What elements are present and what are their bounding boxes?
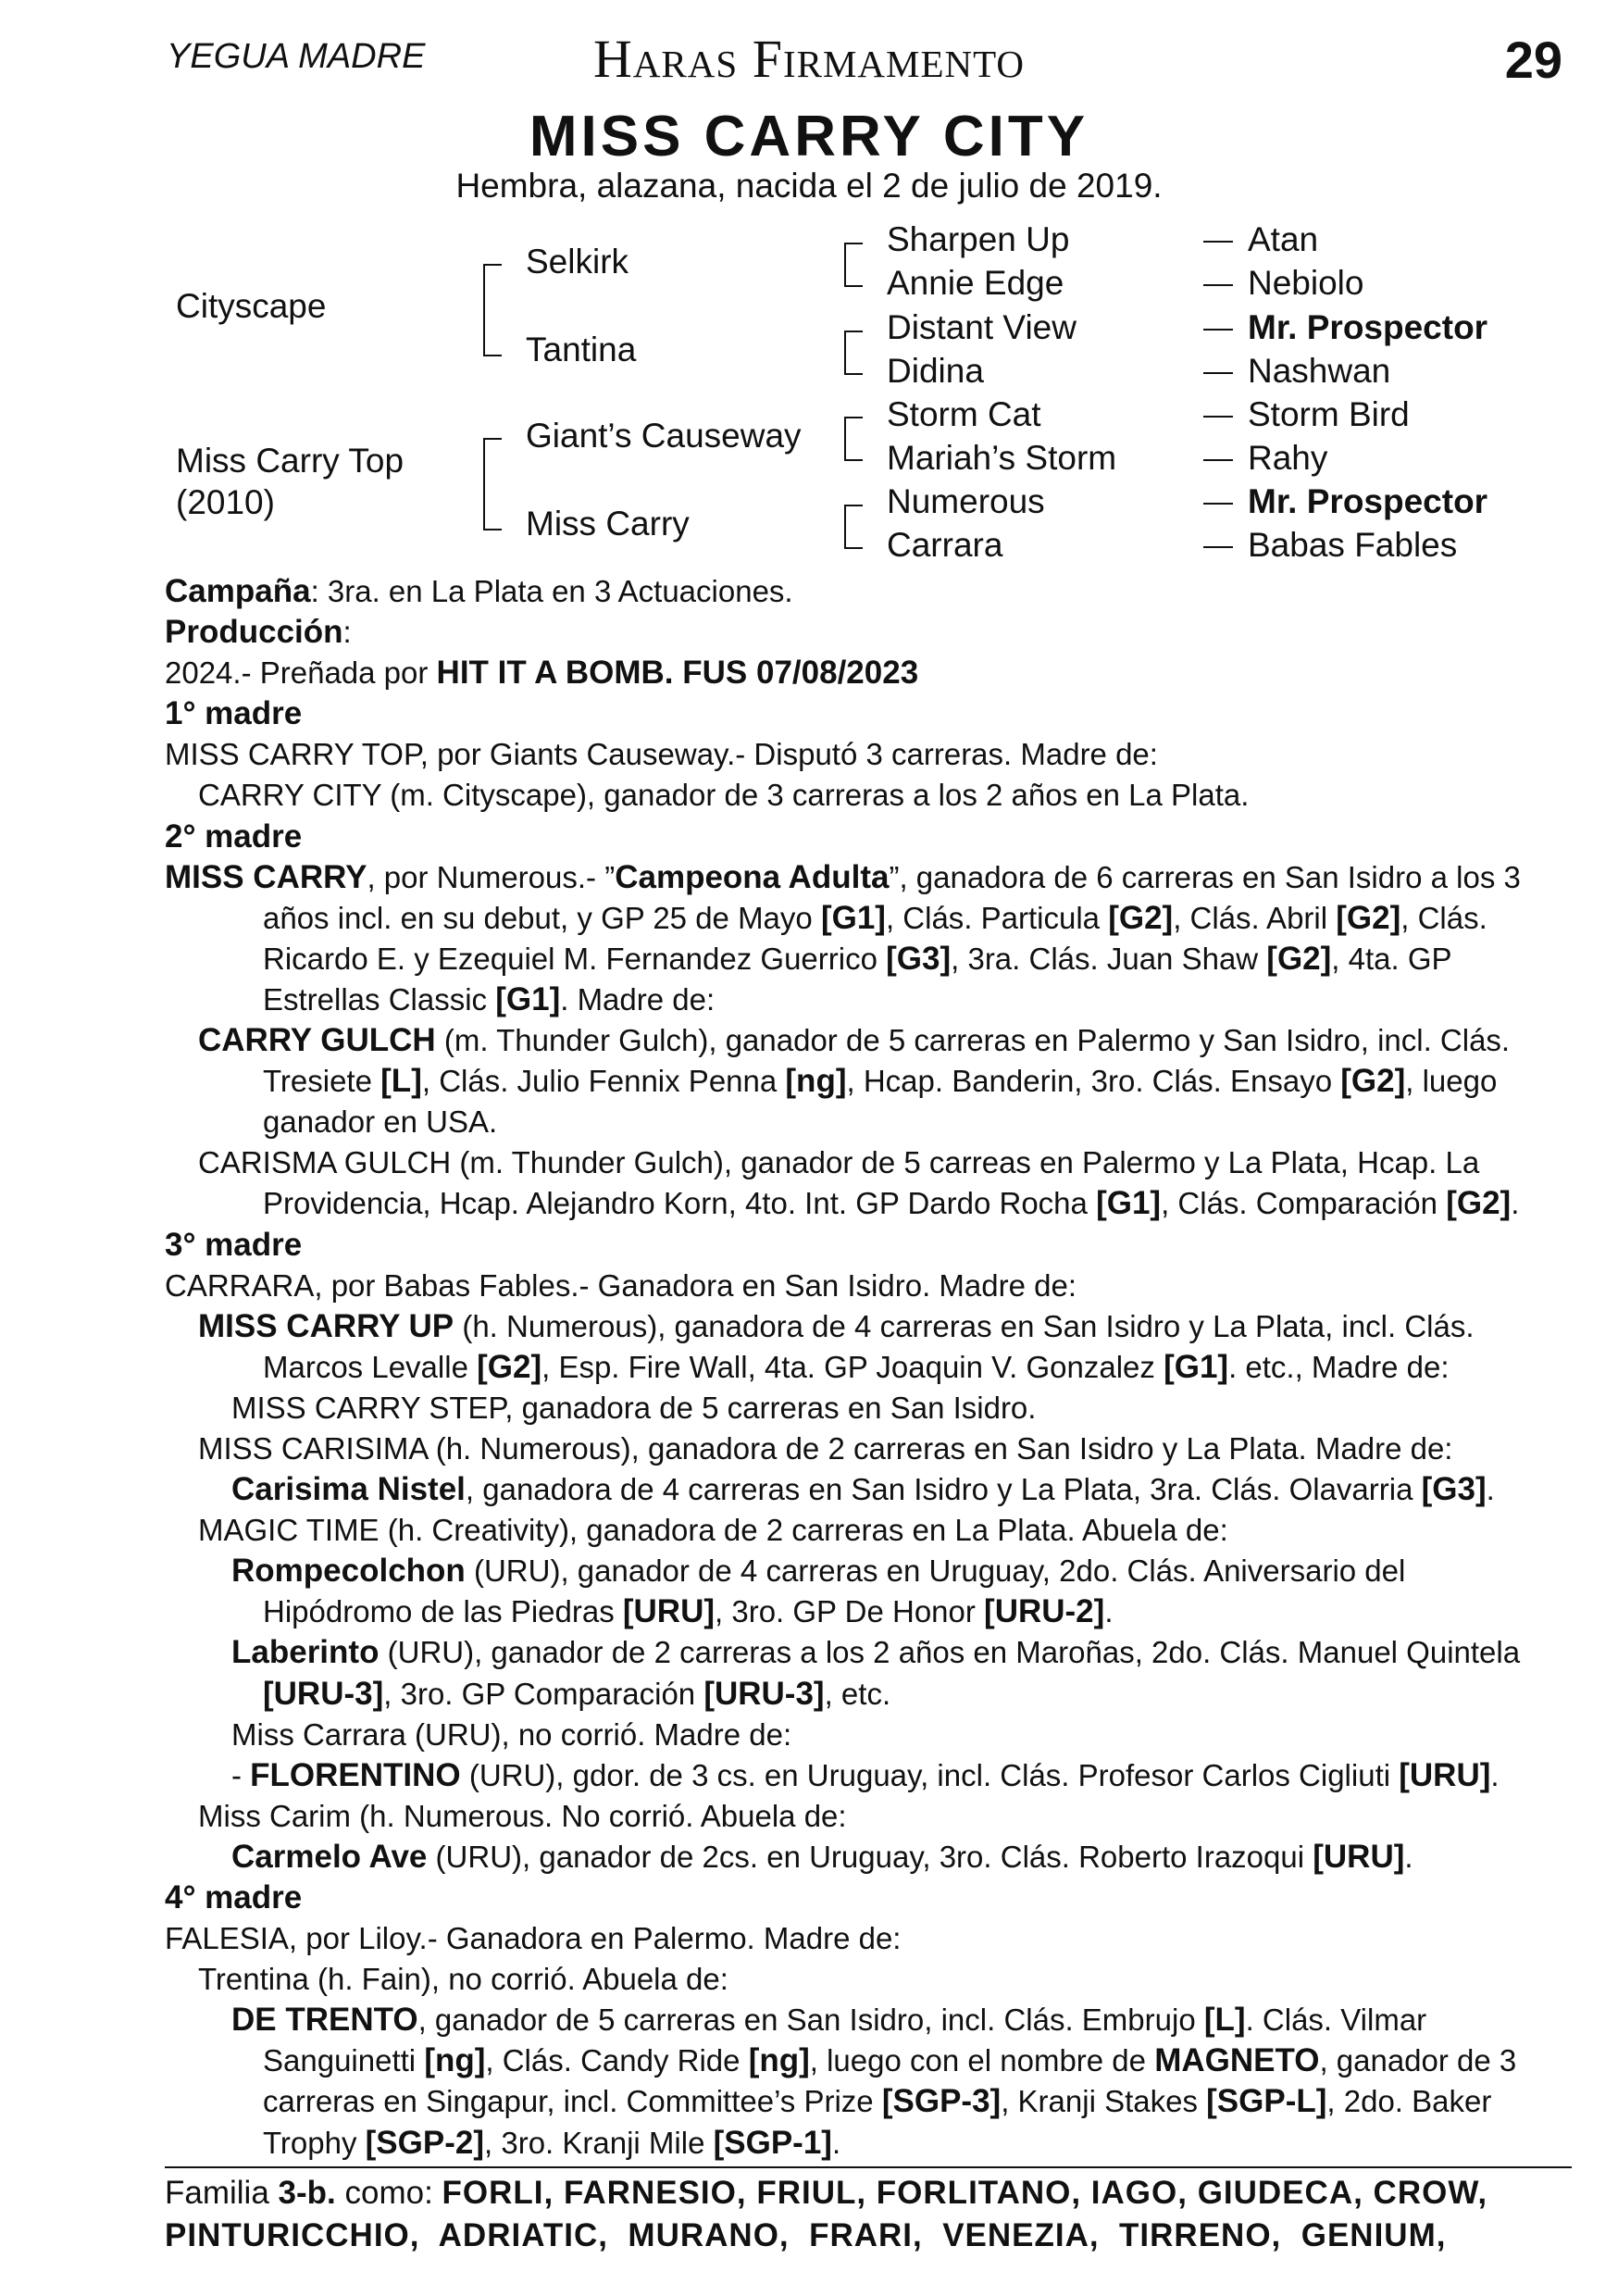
dash-gen4-8 [1203,546,1233,548]
heading-madre-3: 3° madre [165,1226,303,1263]
horse-name: MISS CARRY CITY [529,105,1089,168]
bold-title: Campeona Adulta [615,858,890,895]
text: , ganador de 3 [1319,2043,1517,2078]
text: , ganador de 5 carreras en San Isidro, incl. Clás. Embrujo [417,2003,1204,2038]
pedigree-gen2-1: Selkirk [526,243,629,281]
m3-line-c [165,1347,1572,1388]
bold-name: CARRY GULCH [198,1022,436,1059]
pedigree-sire: Cityscape [176,287,327,325]
m1-line1: MISS CARRY TOP, por Giants Causeway.- Disputó 3 carreras. Madre de: [165,737,1158,772]
grade: [SGP-3] [881,2083,1002,2120]
m3-line-m [165,1755,1572,1796]
text: , luego con el nombre de [809,2043,1155,2078]
text: . [1404,1839,1413,1874]
dash: - [231,1757,251,1792]
text: Tresiete [263,1064,381,1099]
prod-bold: HIT IT A BOMB. FUS 07/08/2023 [436,655,919,692]
text: (h. Numerous), ganadora de 4 carreras en San Isidro y La Plata, incl. Clás. [454,1308,1475,1343]
text: Trophy [263,2125,366,2160]
grade: [G1] [820,899,886,936]
campana-label: Campaña [165,573,311,609]
grade: [G2] [1336,899,1401,936]
family-line-2: PINTURICCHIO, ADRIATIC, MURANO, FRARI, VENEZIA, TIRRENO, GENIUM, [165,2217,1447,2253]
family-como: como: [335,2175,442,2211]
m2-line-i [165,1183,1572,1224]
grade: [URU] [622,1593,716,1630]
dash-gen4-5 [1203,416,1233,418]
bold-name: Laberinto [231,1634,380,1671]
heading-madre-4: 4° madre [165,1879,303,1915]
text: , etc. [824,1676,891,1711]
pedigree-gen4-8: Babas Fables [1248,526,1458,564]
dash-gen4-7 [1203,503,1233,505]
m3-line-b [165,1306,1572,1347]
grade: [G2] [1340,1063,1406,1100]
grade: [G2] [1108,899,1174,936]
text: Estrellas Classic [263,981,496,1017]
bold-name: Carmelo Ave [231,1838,428,1875]
m3-line-h [165,1551,1572,1591]
m3-line-d: MISS CARRY STEP, ganadora de 5 carreras en San Isidro. [231,1390,1037,1425]
grade: [G3] [886,940,952,977]
grade: [URU-3] [263,1675,384,1712]
page-number: 29 [1504,31,1562,89]
m2-line-f [165,1061,1572,1102]
text: , 3ro. Kranji Mile [484,2125,714,2160]
m3-line-o [165,1837,1572,1878]
text: , Esp. Fire Wall, 4ta. GP Joaquin V. Gonzalez [541,1349,1164,1384]
text: , 3ra. Clás. Juan Shaw [951,941,1267,976]
bracket-gen3-3 [844,417,863,461]
text: . [1486,1472,1495,1507]
m2-line-d [165,980,1572,1020]
text: Providencia, Hcap. Alejandro Korn, 4to. Int. GP Dardo Rocha [263,1186,1097,1221]
bracket-gen3-2 [844,331,863,375]
family-label: Familia [165,2175,279,2211]
text: , 3ro. GP De Honor [715,1594,985,1629]
text: Hipódromo de las Piedras [263,1594,623,1629]
text: , 3ro. GP Comparación [383,1676,704,1711]
m3-line-i [165,1591,1572,1632]
pedigree-gen3-7: Numerous [887,482,1045,520]
m2-line-h: CARISMA GULCH (m. Thunder Gulch), ganador de 5 carreas en Palermo y La Plata, Hcap. La [198,1145,1480,1180]
text: , Clás. [1400,900,1487,935]
produccion-label: Producción [165,614,343,651]
text: (m. Thunder Gulch), ganador de 5 carreras en Palermo y San Isidro, incl. Clás. [435,1023,1511,1058]
m4-line-d [165,2040,1572,2081]
campana-text: : 3ra. en La Plata en 3 Actuaciones. [310,574,793,608]
m2-line-c [165,939,1572,980]
text: . [1104,1594,1114,1629]
dash-gen4-4 [1203,372,1233,374]
grade: [SGP-1] [713,2124,832,2161]
text: Marcos Levalle [263,1349,478,1384]
text: , Clás. Julio Fennix Penna [421,1064,786,1099]
text: Ricardo E. y Ezequiel M. Fernandez Guerrico [263,941,887,976]
grade: [G3] [1421,1471,1487,1508]
header-stud-name: Haras Firmamento [592,29,1026,89]
m2-line-e [165,1020,1572,1061]
bold-name: Carisima Nistel [231,1471,466,1508]
pedigree-gen3-1: Sharpen Up [887,220,1070,258]
text: , Clás. Particula [885,900,1109,935]
grade: [SGP-2] [365,2124,485,2161]
grade: [G1] [1164,1348,1229,1385]
bold-name: MISS CARRY [165,858,367,895]
m4-line-f [165,2123,1572,2164]
horse-description: Hembra, alazana, nacida el 2 de julio de 2019. [455,167,1163,205]
pedigree-gen4-3: Mr. Prospector [1248,308,1488,346]
bold-name: Rompecolchon [231,1553,466,1590]
m3-line-e: MISS CARISIMA (h. Numerous), ganadora de 2 carreras en San Isidro y La Plata. Madre de: [198,1430,1453,1466]
grade: [ng] [785,1063,847,1100]
family-footer [165,2172,1572,2257]
bracket-gen2-sire [483,264,502,356]
text: ”, ganadora de 6 carreras en San Isidro a los 3 [889,859,1521,894]
text: , Clás. Comparación [1161,1186,1447,1221]
prod-text: 2024.- Preñada por [165,655,437,691]
pedigree-gen4-6: Rahy [1248,439,1328,477]
bold-name: MISS CARRY UP [198,1307,454,1344]
m3-line-a: CARRARA, por Babas Fables.- Ganadora en San Isidro. Madre de: [165,1267,1077,1303]
text: , Hcap. Banderin, 3ro. Clás. Ensayo [846,1064,1341,1099]
grade: [URU] [1399,1756,1491,1793]
m4-line-e [165,2081,1572,2122]
grade: [G2] [1266,940,1332,977]
text: , Clás. Candy Ride [485,2043,749,2078]
bracket-gen2-dam [483,438,502,530]
dash-gen4-1 [1203,241,1233,243]
header-category: YEGUA MADRE [167,37,426,76]
m2-line-b [165,898,1572,939]
family-code: 3-b. [278,2175,336,2211]
pedigree-gen4-7: Mr. Prospector [1248,482,1488,520]
grade: [G1] [1096,1185,1162,1222]
m1-line2: CARRY CITY (m. Cityscape), ganador de 3 carreras a los 2 años en La Plata. [198,778,1250,813]
text: , ganadora de 4 carreras en San Isidro y La Plata, 3ra. Clás. Olavarria [465,1472,1422,1507]
heading-madre-2: 2° madre [165,817,303,855]
pedigree-gen2-4: Miss Carry [526,505,690,543]
pedigree-gen3-8: Carrara [887,526,1003,564]
m4-line-c [165,2000,1572,2040]
pedigree-dam-year: (2010) [176,483,275,521]
grade: [L] [380,1063,422,1100]
text: , 2do. Baker [1326,2084,1492,2119]
text: . [831,2125,841,2160]
pedigree-dam: Miss Carry Top [176,442,404,480]
text: , luego [1405,1064,1498,1099]
m4-line-a: FALESIA, por Liloy.- Ganadora en Palermo. Madre de: [165,1921,902,1956]
text: (URU), gdor. de 3 cs. en Uruguay, incl. Clás. Profesor Carlos Cigliuti [460,1757,1400,1792]
grade: [G1] [495,980,561,1017]
grade: [URU-3] [703,1675,825,1712]
m4-line-b: Trentina (h. Fain), no corrió. Abuela de: [198,1962,728,1997]
m2-line-a [165,857,1572,898]
text: , Kranji Stakes [1001,2084,1207,2119]
family-names-1: FORLI, FARNESIO, FRIUL, FORLITANO, IAGO, GIUDECA, CROW, [442,2175,1488,2211]
m2-line-g: ganador en USA. [263,1104,498,1140]
campana-line [165,571,1572,612]
text: . [1511,1186,1520,1221]
bracket-gen3-4 [844,505,863,549]
text: . Madre de: [560,981,716,1017]
text: carreras en Singapur, incl. Committee’s Prize [263,2084,882,2119]
text: (URU), ganador de 4 carreras en Uruguay, 2do. Clás. Aniversario del [465,1554,1406,1589]
bold-name: FLORENTINO [250,1756,461,1793]
text: (URU), ganador de 2 carreras a los 2 años en Maroñas, 2do. Clás. Manuel Quintela [379,1635,1521,1670]
m3-line-n: Miss Carim (h. Numerous. No corrió. Abuela de: [198,1798,847,1833]
grade: [G2] [477,1348,542,1385]
pedigree-gen4-4: Nashwan [1248,352,1391,390]
text: . Clás. Vilmar [1245,2003,1427,2038]
grade: [L] [1203,2002,1246,2039]
pedigree-gen2-2: Tantina [526,331,637,368]
pedigree-gen4-5: Storm Bird [1248,395,1410,433]
text: Sanguinetti [263,2043,425,2078]
bold-name: MAGNETO [1154,2042,1320,2079]
pedigree-gen3-5: Storm Cat [887,395,1041,433]
text: , Clás. Abril [1173,900,1337,935]
produccion-line [165,612,1572,653]
family-line-1 [165,2172,1572,2215]
pedigree-gen2-3: Giant’s Causeway [526,417,802,455]
text: , por Numerous.- ” [367,859,616,894]
grade: [ng] [424,2042,486,2079]
produccion-2024 [165,653,1572,693]
m3-line-j [165,1632,1572,1673]
dash-gen4-2 [1203,284,1233,286]
m3-line-f [165,1469,1572,1510]
grade: [URU-2] [984,1593,1105,1630]
pedigree-notes [165,571,1572,2164]
grade: [SGP-L] [1206,2083,1327,2120]
pedigree-gen3-3: Distant View [887,308,1077,346]
text: . [1490,1757,1500,1792]
pedigree-table [0,0,1618,574]
text: . etc., Madre de: [1228,1349,1450,1384]
dash-gen4-6 [1203,459,1233,461]
text: (URU), ganador de 2cs. en Uruguay, 3ro. Clás. Roberto Irazoqui [427,1839,1313,1874]
pedigree-gen4-2: Nebiolo [1248,264,1364,302]
m3-line-k [165,1674,1572,1715]
grade: [G2] [1446,1185,1512,1222]
m3-line-g: MAGIC TIME (h. Creativity), ganadora de 2 carreras en La Plata. Abuela de: [198,1513,1228,1548]
footer-divider [165,2166,1572,2168]
heading-madre-1: 1° madre [165,695,303,732]
grade: [URU] [1313,1838,1405,1875]
pedigree-gen3-6: Mariah’s Storm [887,439,1117,477]
bracket-gen3-1 [844,243,863,287]
pedigree-gen3-2: Annie Edge [887,264,1064,302]
text: , 4ta. GP [1331,941,1452,976]
grade: [ng] [748,2042,810,2079]
pedigree-gen3-4: Didina [887,352,984,390]
produccion-colon: : [342,615,352,650]
m3-line-l: Miss Carrara (URU), no corrió. Madre de: [231,1716,792,1752]
dash-gen4-3 [1203,329,1233,331]
pedigree-gen4-1: Atan [1248,220,1319,258]
text: años incl. en su debut, y GP 25 de Mayo [263,900,821,935]
bold-name: DE TRENTO [231,2002,418,2039]
